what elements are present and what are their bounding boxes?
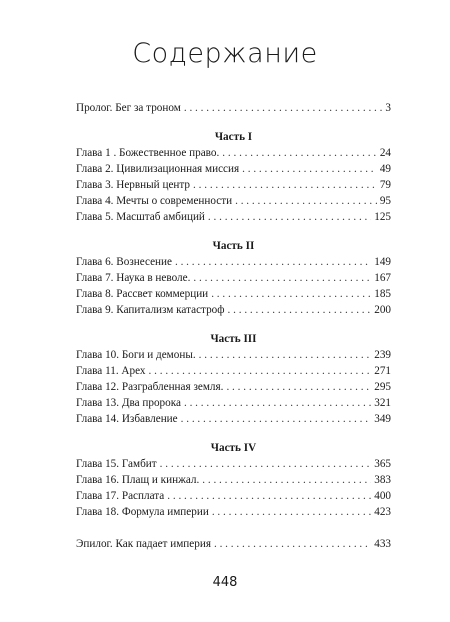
dot-leader: [226, 379, 371, 395]
dot-leader: [160, 456, 372, 472]
toc-entry: [76, 488, 391, 504]
dot-leader: [167, 488, 371, 504]
toc-entry-label: Эпилог. Как падает империя: [76, 538, 211, 550]
dot-leader: [149, 363, 372, 379]
dot-leader: [208, 209, 371, 225]
toc-entry-label: Глава 2. Цивилизационная миссия: [76, 163, 240, 175]
dot-leader: [222, 145, 377, 161]
toc-entry: [76, 270, 391, 286]
page-number: 448: [212, 575, 238, 590]
toc-entry-label: Глава 18. Формула империи: [76, 506, 209, 518]
toc-entry-label: Глава 6. Вознесение: [76, 256, 172, 268]
toc-entry: [76, 456, 391, 472]
toc-entry-page: 239: [374, 349, 391, 361]
toc-entry-page: 321: [374, 397, 391, 409]
dot-leader: [199, 347, 372, 363]
dot-leader: [184, 395, 371, 411]
dot-leader: [193, 177, 377, 193]
toc-entry-page: 149: [374, 256, 391, 268]
toc-entry-page: 400: [374, 490, 391, 502]
table-of-contents: [76, 100, 391, 552]
toc-entry: [76, 472, 391, 488]
toc-entry-label: Глава 14. Избавление: [76, 413, 178, 425]
toc-entry-page: 185: [374, 288, 391, 300]
part-heading: Часть IV: [210, 442, 257, 454]
dot-leader: [193, 270, 371, 286]
toc-entry: [76, 411, 391, 427]
toc-entry: [76, 193, 391, 209]
toc-entry-label: Глава 12. Разграбленная земля.: [76, 381, 224, 393]
toc-entry-label: Глава 17. Расплата: [76, 490, 165, 502]
toc-entry-page: 383: [374, 474, 391, 486]
dot-leader: [228, 302, 372, 318]
toc-entry-page: 24: [379, 147, 391, 159]
toc-entry: [76, 395, 391, 411]
toc-entry: [76, 161, 391, 177]
dot-leader: [211, 286, 371, 302]
toc-entry-label: Глава 10. Боги и демоны.: [76, 349, 196, 361]
toc-entry-page: 167: [374, 272, 391, 284]
dot-leader: [175, 254, 371, 270]
page-title: Содержание: [132, 38, 318, 69]
part-heading: Часть I: [214, 131, 253, 143]
toc-entry-label: Глава 9. Капитализм катастроф: [76, 304, 225, 316]
toc-entry-prologue: [76, 100, 391, 116]
toc-entry: [76, 379, 391, 395]
dot-leader: [202, 472, 371, 488]
dot-leader: [181, 411, 372, 427]
toc-entry-page: 349: [374, 413, 391, 425]
toc-entry-page: 433: [374, 538, 391, 550]
toc-entry-page: 271: [374, 365, 391, 377]
toc-entry-epilogue: [76, 536, 391, 552]
toc-entry-page: 95: [379, 195, 391, 207]
toc-entry-page: 365: [374, 458, 391, 470]
toc-entry: [76, 302, 391, 318]
toc-entry: [76, 504, 391, 520]
part-heading: Часть II: [212, 240, 255, 252]
toc-entry-page: 125: [374, 211, 391, 223]
dot-leader: [235, 193, 377, 209]
toc-entry: [76, 209, 391, 225]
toc-entry-label: Глава 3. Нервный центр: [76, 179, 191, 191]
toc-entry-label: Глава 7. Наука в неволе.: [76, 272, 191, 284]
toc-entry-label: Глава 1 . Божественное право.: [76, 147, 220, 159]
toc-entry: [76, 347, 391, 363]
toc-entry: [76, 145, 391, 161]
toc-entry: [76, 286, 391, 302]
toc-entry: [76, 177, 391, 193]
toc-entry: [76, 254, 391, 270]
dot-leader: [184, 100, 383, 116]
toc-entry-label: Глава 5. Масштаб амбиций: [76, 211, 205, 223]
part-heading: Часть III: [210, 333, 257, 345]
toc-entry-label: Глава 4. Мечты о современности: [76, 195, 233, 207]
toc-entry-label: Глава 11. Арех: [76, 365, 146, 377]
toc-entry-page: 49: [379, 163, 391, 175]
dot-leader: [214, 536, 371, 552]
dot-leader: [242, 161, 377, 177]
toc-entry-page: 3: [385, 102, 391, 114]
toc-entry-page: 295: [374, 381, 391, 393]
toc-entry-label: Глава 8. Рассвет коммерции: [76, 288, 209, 300]
toc-entry: [76, 363, 391, 379]
toc-entry-label: Глава 16. Плащ и кинжал.: [76, 474, 200, 486]
toc-entry-page: 79: [379, 179, 391, 191]
dot-leader: [212, 504, 371, 520]
toc-entry-label: Глава 13. Два пророка: [76, 397, 181, 409]
toc-entry-page: 200: [374, 304, 391, 316]
toc-entry-label: Глава 15. Гамбит: [76, 458, 157, 470]
toc-entry-label: Пролог. Бег за троном: [76, 102, 181, 114]
toc-entry-page: 423: [374, 506, 391, 518]
